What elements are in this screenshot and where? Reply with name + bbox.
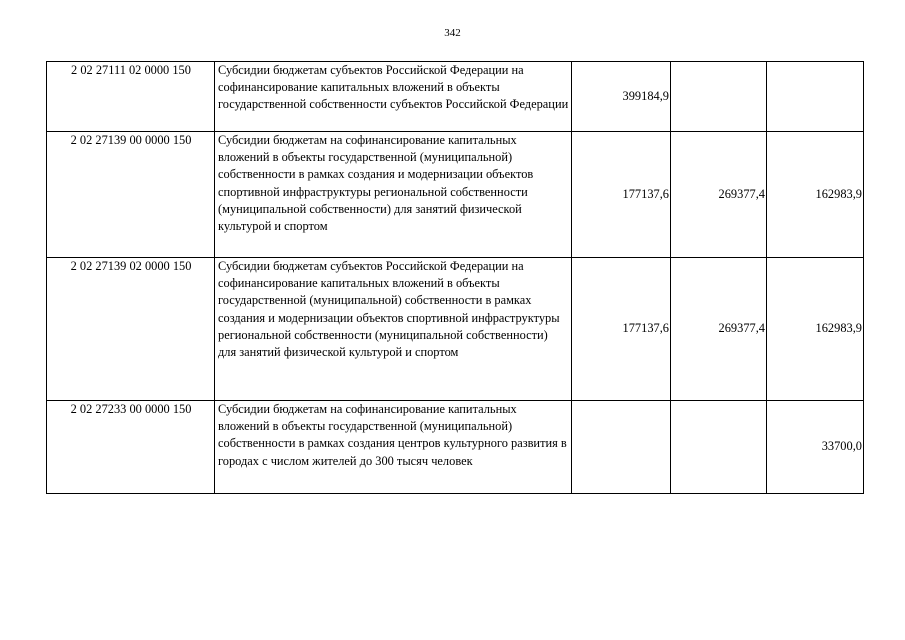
amount-year-2-cell <box>671 401 767 494</box>
budget-code-cell: 2 02 27111 02 0000 150 <box>47 62 215 132</box>
table-row <box>47 258 864 401</box>
table-row <box>47 62 864 132</box>
income-name-cell: Субсидии бюджетам субъектов Российской Федерации на софинансирование капитальных вложений в объекты государственной (муниципальной) собственности в рамках создания и модернизации объектов спортивной инфраструктуры региональной собственности (муниципальной собственности) для занятий физической культурой и спортом <box>215 258 572 401</box>
amount-year-1-cell: 399184,9 <box>572 62 671 132</box>
amount-year-3-cell: 162983,9 <box>767 258 864 401</box>
table-row <box>47 401 864 494</box>
budget-code-cell: 2 02 27139 02 0000 150 <box>47 258 215 401</box>
income-name-cell: Субсидии бюджетам на софинансирование капитальных вложений в объекты государственной (муниципальной) собственности в рамках создания и модернизации объектов спортивной инфраструктуры региональной собственности (муниципальной собственности) для занятий физической культурой и спортом <box>215 132 572 258</box>
amount-year-2-cell: 269377,4 <box>671 132 767 258</box>
income-name-cell: Субсидии бюджетам субъектов Российской Федерации на софинансирование капитальных вложений в объекты государственной собственности субъектов Российской Федерации <box>215 62 572 132</box>
amount-year-1-cell: 177137,6 <box>572 132 671 258</box>
budget-code-cell: 2 02 27233 00 0000 150 <box>47 401 215 494</box>
income-name-cell: Субсидии бюджетам на софинансирование капитальных вложений в объекты государственной (муниципальной) собственности в рамках создания центров культурного развития в городах с числом жителей до 300 тысяч человек <box>215 401 572 494</box>
amount-year-3-cell: 33700,0 <box>767 401 864 494</box>
budget-code-cell: 2 02 27139 00 0000 150 <box>47 132 215 258</box>
budget-revenue-table <box>46 61 864 494</box>
amount-year-1-cell: 177137,6 <box>572 258 671 401</box>
page-number: 342 <box>444 27 461 39</box>
table-row <box>47 132 864 258</box>
amount-year-1-cell <box>572 401 671 494</box>
amount-year-2-cell <box>671 62 767 132</box>
amount-year-3-cell: 162983,9 <box>767 132 864 258</box>
amount-year-3-cell <box>767 62 864 132</box>
amount-year-2-cell: 269377,4 <box>671 258 767 401</box>
